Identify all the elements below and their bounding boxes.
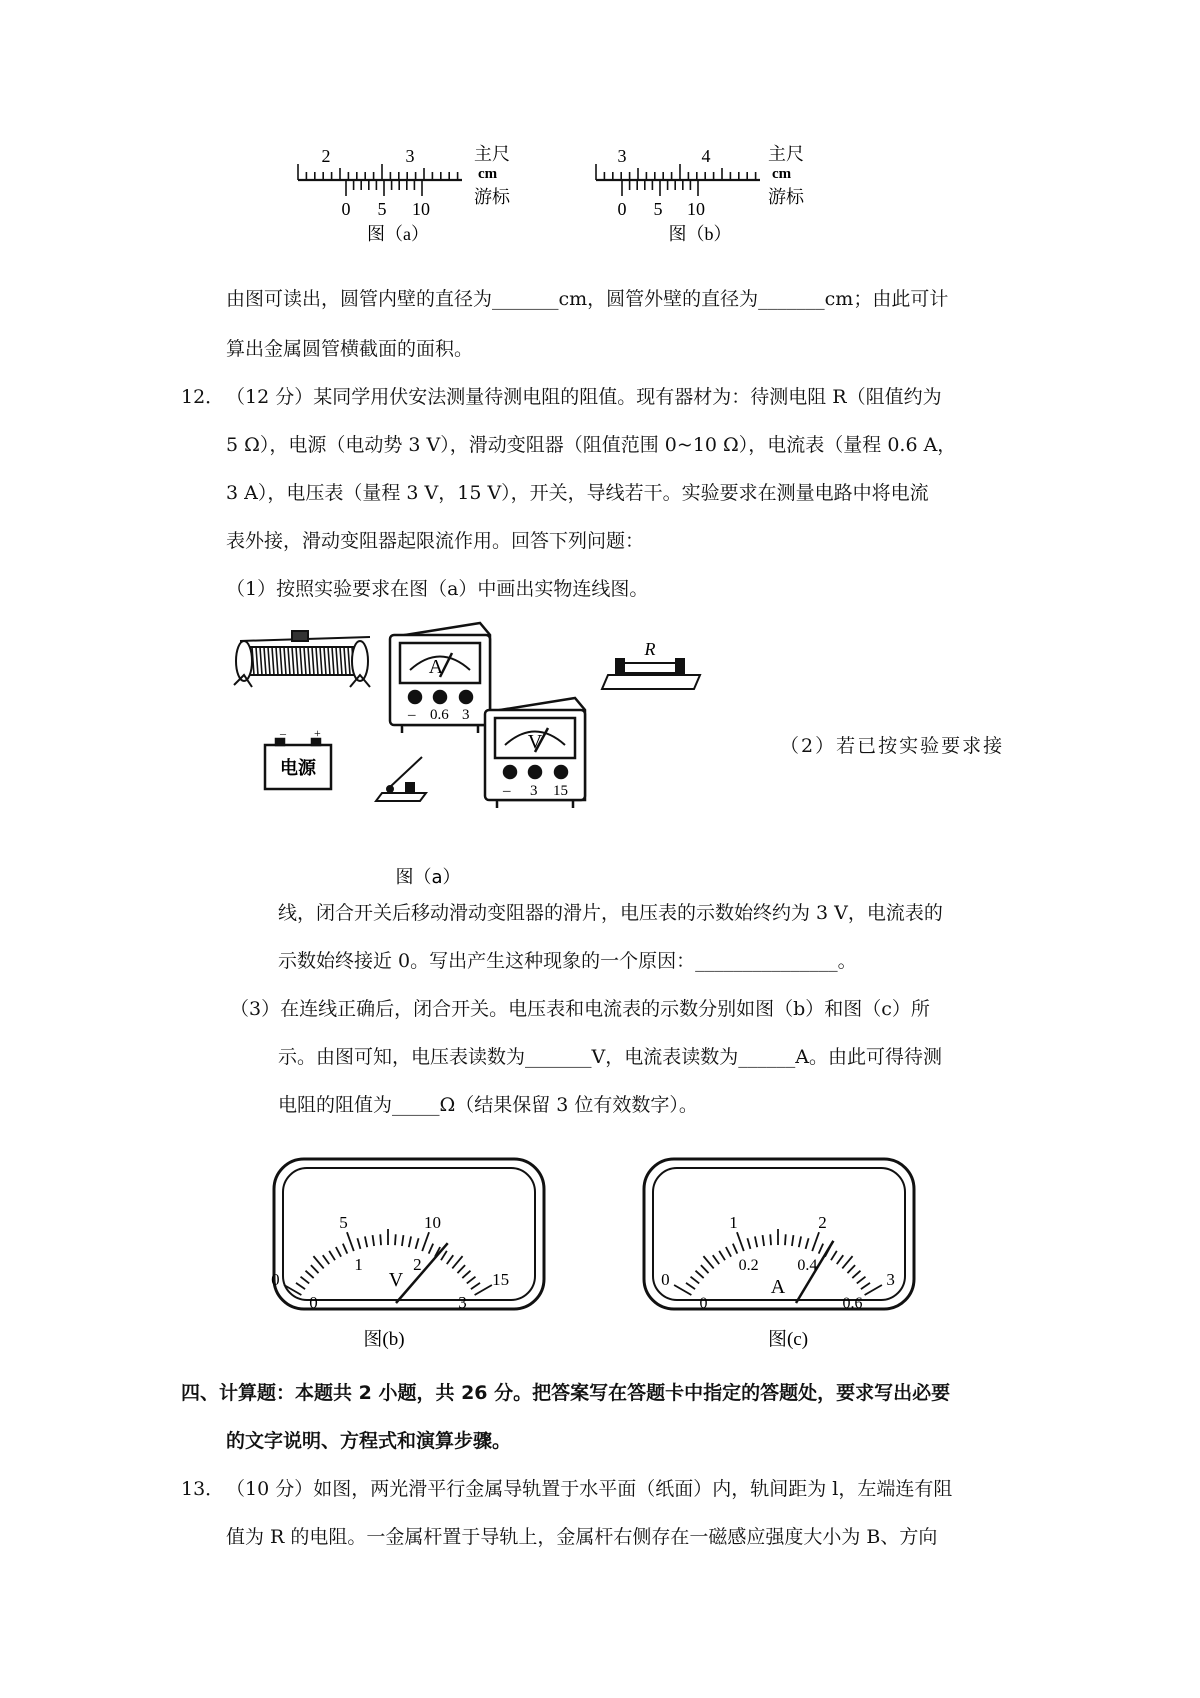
vernier-scale-label: 5 — [377, 199, 387, 219]
voltmeter-inner-label: 0 — [309, 1293, 318, 1312]
main-scale-label: 4 — [701, 146, 711, 166]
unit-label: cm — [772, 166, 792, 182]
dial-tick — [311, 1265, 319, 1273]
ammeter-outer-label: 3 — [886, 1270, 895, 1289]
dial-tick — [373, 1235, 375, 1246]
dial-tick — [857, 1277, 866, 1284]
q13-text-line1: （10 分）如图，两光滑平行金属导轨置于水平面（纸面）内，轨间距为 l，左端连有阻 — [226, 1478, 953, 1500]
voltmeter-dial-figure — [270, 1155, 550, 1355]
q12-part2-a: （2）若已按实验要求接 — [780, 735, 1005, 757]
dial-tick — [719, 1251, 725, 1260]
dial-tick — [452, 1256, 462, 1268]
q11-text-line1: 由图可读出，圆管内壁的直径为_______cm，圆管外壁的直径为_______cm；由此可计 — [226, 288, 949, 310]
dial-tick — [763, 1235, 765, 1246]
voltmeter-inner-label: 2 — [413, 1255, 422, 1275]
ammeter-inner-label: 0.6 — [842, 1295, 863, 1312]
ammeter-outer-label: 2 — [818, 1212, 827, 1232]
main-scale-title: 主尺 — [474, 144, 510, 164]
ammeter-terminal: – — [408, 707, 416, 723]
vernier-scale-label: 5 — [653, 199, 663, 219]
dial-tick — [861, 1283, 870, 1289]
voltmeter-outer-label: 5 — [339, 1212, 348, 1232]
q12-part2-c: 示数始终接近 0。写出产生这种现象的一个原因：_______________。 — [278, 950, 857, 972]
q13-text-line2: 值为 R 的电阻。一金属杆置于导轨上，金属杆右侧存在一磁感应强度大小为 B、方向 — [226, 1526, 938, 1548]
q12-part3-b: 示。由图可知，电压表读数为_______V，电流表读数为______A。由此可得待测 — [278, 1046, 942, 1068]
vernier-b-ticks — [596, 164, 760, 196]
dial-tick — [336, 1247, 341, 1257]
resistor-icon — [602, 659, 700, 689]
ammeter-letter: A — [428, 656, 444, 678]
ammeter-unit: A — [770, 1276, 786, 1298]
dial-tick — [365, 1236, 367, 1247]
voltmeter-outer-label: 15 — [492, 1270, 510, 1289]
q11-text-line2: 算出金属圆管横截面的面积。 — [226, 338, 474, 360]
dial-tick — [323, 1255, 329, 1264]
dial-tick — [770, 1234, 771, 1245]
ammeter-terminal: 0.6 — [430, 707, 449, 723]
voltmeter-needle — [396, 1243, 448, 1303]
voltmeter-terminal: 3 — [530, 783, 538, 799]
dial-tick — [852, 1271, 860, 1278]
dial-tick — [799, 1236, 801, 1247]
dial-tick — [785, 1234, 786, 1245]
dial-tick — [343, 1244, 347, 1254]
meter-c-caption: 图(c) — [767, 1329, 809, 1350]
dial-tick — [792, 1235, 794, 1246]
ammeter-terminal: 3 — [462, 707, 470, 723]
voltmeter-inner-label: 3 — [458, 1293, 467, 1312]
dial-tick — [471, 1283, 480, 1289]
q12-part1: （1）按照实验要求在图（a）中画出实物连线图。 — [226, 578, 649, 600]
dial-tick — [686, 1283, 695, 1289]
dial-tick — [831, 1251, 837, 1260]
q12-number: 12． — [181, 386, 225, 408]
voltmeter-outer-label: 10 — [423, 1212, 441, 1232]
battery-label: 电源 — [280, 758, 316, 779]
dial-tick — [737, 1232, 744, 1251]
ammeter-inner-label: 0.2 — [738, 1257, 759, 1275]
ammeter-inner-label: 0.4 — [797, 1257, 818, 1275]
main-scale-label: 2 — [321, 146, 331, 166]
dial-tick — [847, 1265, 855, 1273]
section4-line1: 四、计算题：本题共 2 小题，共 26 分。把答案写在答题卡中指定的答题处，要求写出必要 — [181, 1382, 951, 1404]
dial-tick — [819, 1244, 823, 1254]
dial-tick — [429, 1244, 433, 1254]
dial-tick — [306, 1271, 314, 1278]
figure-caption: 图（b） — [668, 224, 732, 244]
dial-tick — [313, 1256, 323, 1268]
q12-text-line2: 5 Ω），电源（电动势 3 V），滑动变阻器（阻值范围 0~10 Ω），电流表（量程 0.6 A， — [226, 434, 957, 456]
section4-line2: 的文字说明、方程式和演算步骤。 — [226, 1430, 512, 1452]
dial-tick — [357, 1238, 360, 1249]
voltmeter-letter: V — [527, 731, 543, 753]
apparatus-caption: 图（a） — [395, 867, 461, 888]
dial-tick — [713, 1255, 719, 1264]
dial-tick — [806, 1238, 809, 1249]
dial-tick — [696, 1271, 704, 1278]
dial-tick — [447, 1255, 453, 1264]
dial-tick — [701, 1265, 709, 1273]
rheostat-icon — [234, 631, 370, 687]
voltmeter-inner-label: 1 — [354, 1255, 363, 1275]
vernier-figure-b — [588, 140, 828, 250]
vernier-scale-label: 10 — [687, 199, 705, 219]
vernier-a-ticks — [298, 164, 462, 196]
q13-number: 13． — [181, 1478, 225, 1500]
dial-tick — [301, 1277, 310, 1284]
vernier-title: 游标 — [474, 187, 510, 207]
vernier-scale-label: 0 — [617, 199, 627, 219]
unit-label: cm — [478, 166, 498, 182]
switch-icon — [376, 757, 426, 801]
dial-tick — [865, 1285, 882, 1295]
dial-tick — [691, 1277, 700, 1284]
battery-terminal: + — [314, 726, 321, 740]
dial-tick — [475, 1285, 492, 1295]
ammeter-outer-label: 0 — [661, 1270, 670, 1289]
voltmeter-outer-label: 0 — [271, 1270, 280, 1289]
voltmeter-unit: V — [388, 1269, 404, 1291]
dial-tick — [842, 1256, 852, 1268]
vernier-title: 游标 — [768, 187, 804, 207]
dial-tick — [296, 1283, 305, 1289]
dial-tick — [462, 1271, 470, 1278]
dial-tick — [747, 1238, 750, 1249]
dial-tick — [380, 1234, 381, 1245]
q12-part3-a: （3）在连线正确后，闭合开关。电压表和电流表的示数分别如图（b）和图（c）所 — [230, 998, 930, 1020]
q12-part2-b: 线，闭合开关后移动滑动变阻器的滑片，电压表的示数始终约为 3 V，电流表的 — [278, 902, 943, 924]
main-scale-label: 3 — [405, 146, 415, 166]
q12-text-line1: （12 分）某同学用伏安法测量待测电阻的阻值。现有器材为：待测电阻 R（阻值约为 — [226, 386, 942, 408]
voltmeter-terminal: – — [503, 783, 511, 799]
vernier-figure-a — [290, 140, 530, 250]
dial-tick — [409, 1236, 411, 1247]
dial-tick — [402, 1235, 404, 1246]
dial-tick — [467, 1277, 476, 1284]
dial-tick — [329, 1251, 335, 1260]
dial-tick — [812, 1232, 819, 1251]
ammeter-inner-label: 0 — [699, 1295, 708, 1312]
dial-tick — [422, 1232, 429, 1251]
dial-tick — [674, 1285, 691, 1295]
dial-tick — [703, 1256, 713, 1268]
dial-tick — [837, 1255, 843, 1264]
dial-tick — [395, 1234, 396, 1245]
q12-text-line4: 表外接，滑动变阻器起限流作用。回答下列问题： — [226, 530, 645, 552]
meter-b-caption: 图(b) — [363, 1329, 405, 1350]
q12-part3-c: 电阻的阻值为_____Ω（结果保留 3 位有效数字）。 — [278, 1094, 698, 1116]
resistor-label: R — [644, 639, 656, 659]
main-scale-title: 主尺 — [768, 144, 804, 164]
dial-tick — [733, 1244, 737, 1254]
voltmeter-terminal: 15 — [553, 783, 568, 799]
dial-tick — [416, 1238, 419, 1249]
apparatus-figure — [230, 615, 790, 895]
ammeter-dial-figure — [640, 1155, 920, 1355]
vernier-scale-label: 10 — [412, 199, 430, 219]
main-scale-label: 3 — [617, 146, 627, 166]
battery-terminal: – — [280, 726, 286, 740]
dial-tick — [441, 1251, 447, 1260]
dial-tick — [347, 1232, 354, 1251]
figure-caption: 图（a） — [367, 224, 429, 244]
dial-tick — [457, 1265, 465, 1273]
dial-tick — [726, 1247, 731, 1257]
dial-tick — [755, 1236, 757, 1247]
ammeter-outer-label: 1 — [729, 1212, 738, 1232]
vernier-scale-label: 0 — [341, 199, 351, 219]
q12-text-line3: 3 A），电压表（量程 3 V，15 V），开关，导线若干。实验要求在测量电路中将电流 — [226, 482, 929, 504]
